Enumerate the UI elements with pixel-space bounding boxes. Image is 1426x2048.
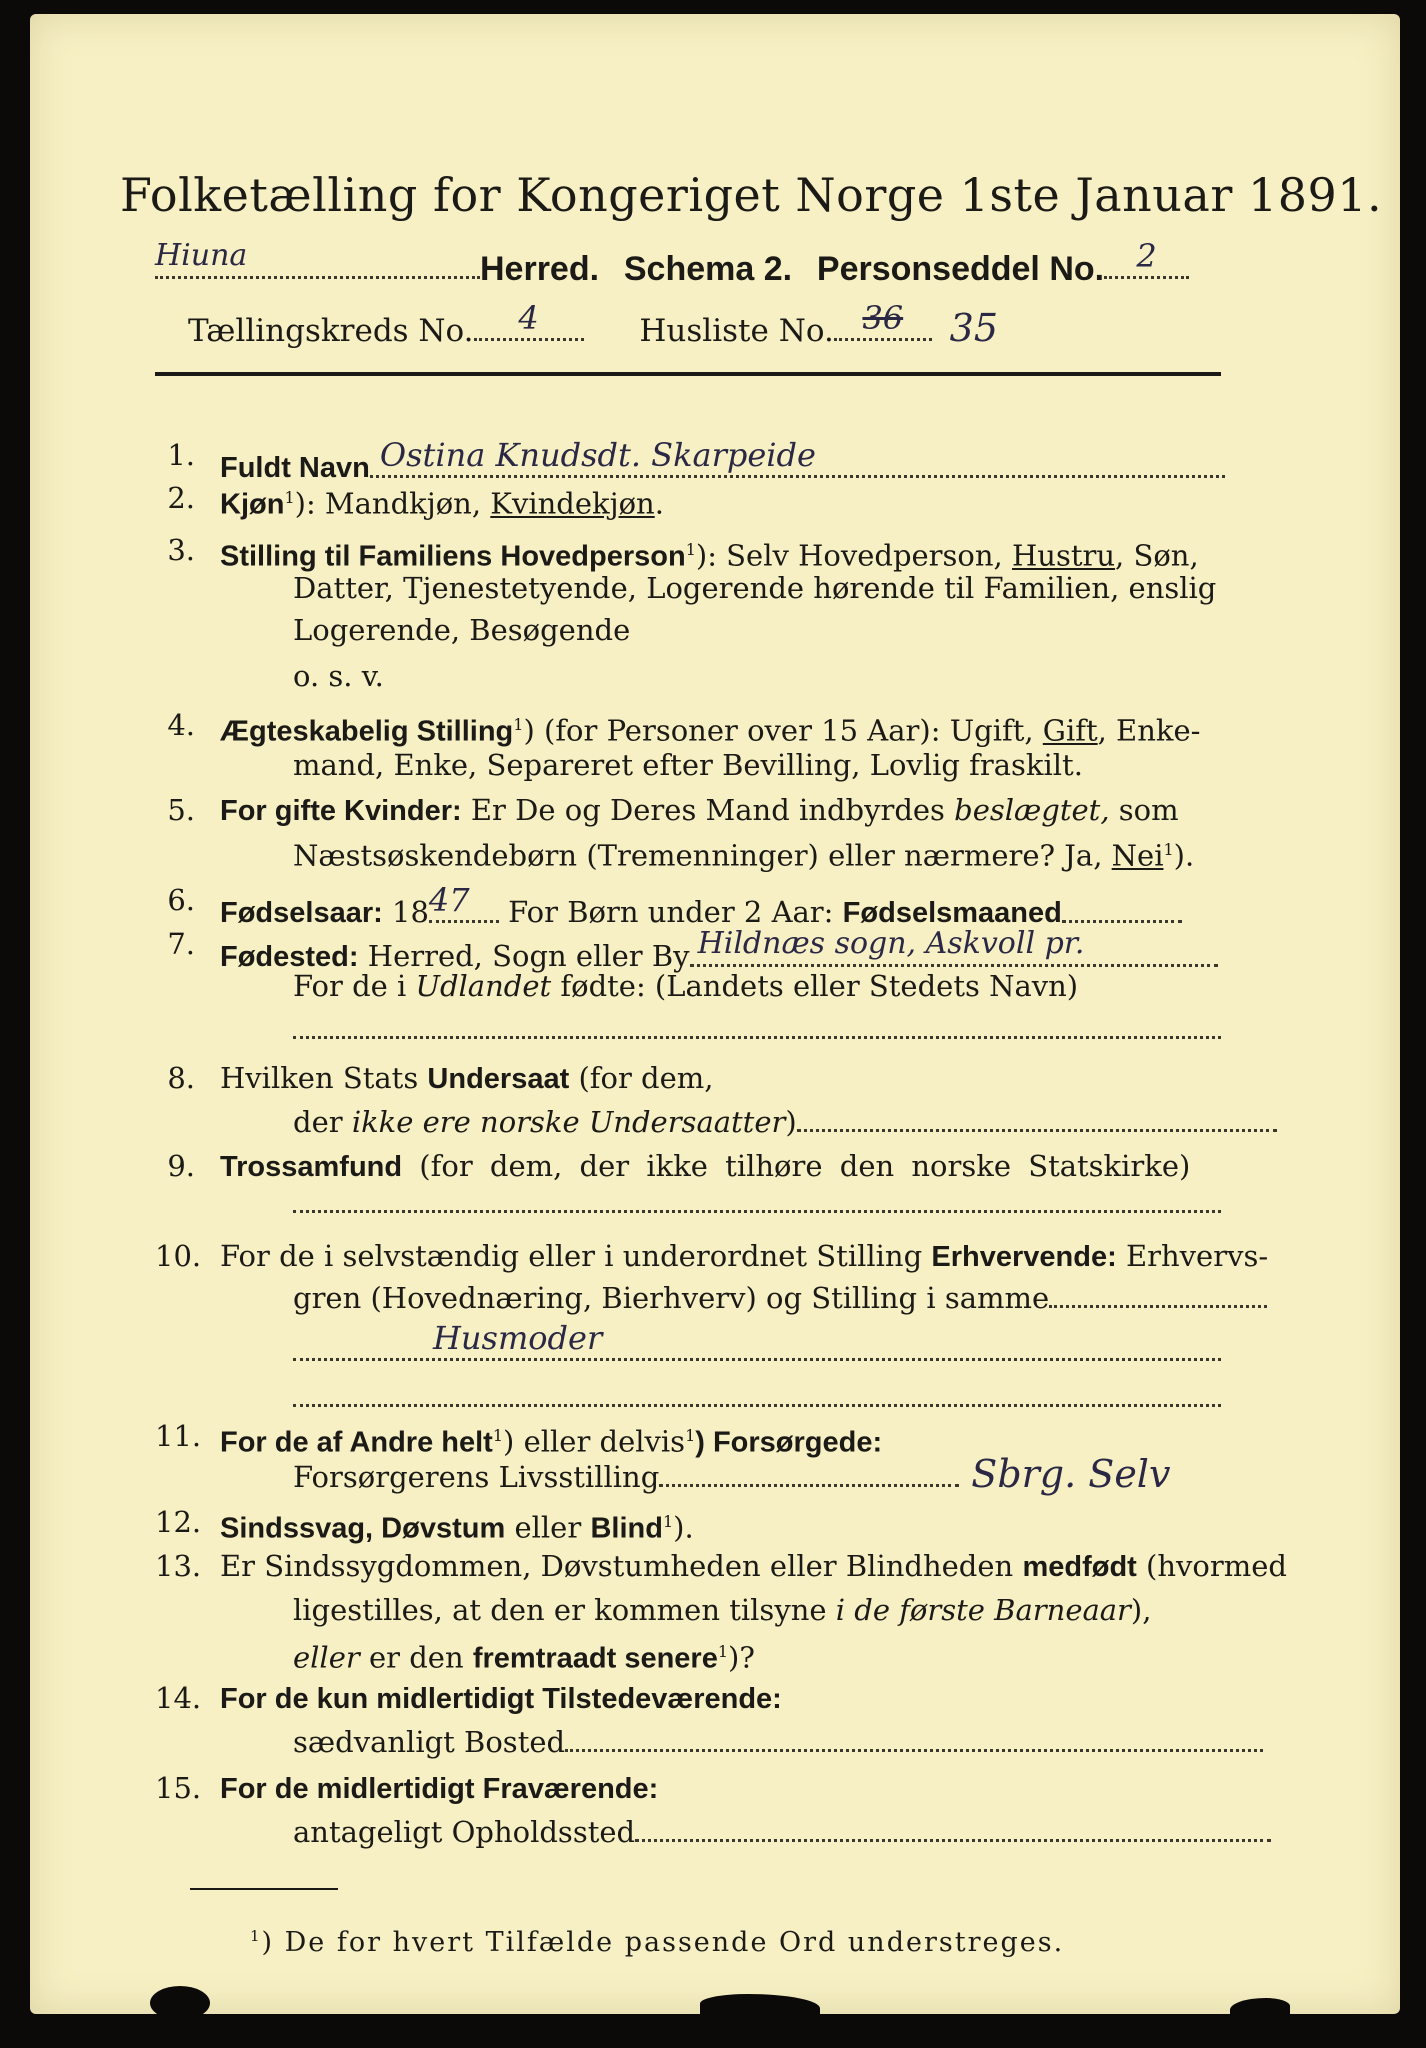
field-2-number: 2. [167, 481, 195, 515]
field-7-number: 7. [167, 927, 195, 961]
field-13-label: medfødt [1022, 1551, 1137, 1583]
field-5-italic: beslægtet, [954, 793, 1110, 827]
field-13-line-3 [293, 1632, 755, 1679]
field-11-dots [659, 1484, 959, 1487]
field-9-label: Trossamfund [220, 1151, 403, 1183]
field-5-number: 5. [167, 793, 195, 827]
form-title: Folketælling for Kongeriget Norge 1ste Januar 1891. [120, 168, 1383, 222]
field-3-line-2: Datter, Tjenestetyende, Logerende hørende til Familien, enslig [293, 571, 1217, 605]
field-7-text-1: Herred, Sogn eller By [358, 939, 690, 973]
field-3-text-1: ): Selv Hovedperson, [695, 538, 1012, 573]
husliste-struck-value: 36 [834, 298, 932, 341]
personseddel-value: 2 [1104, 236, 1189, 279]
field-11-text-2: Forsørgerens Livsstilling [293, 1460, 660, 1494]
kreds-value: 4 [474, 298, 584, 341]
field-12-text: eller [505, 1510, 591, 1545]
field-13-line-2 [293, 1590, 1151, 1630]
field-12-sup: 1 [662, 1512, 674, 1531]
field-12-label: Sindssvag, Døvstum [220, 1512, 506, 1545]
field-1-number: 1. [167, 438, 195, 472]
field-7-blank-line [293, 1036, 1221, 1039]
personseddel-label: Personseddel No. [816, 250, 1105, 288]
husliste-label: Husliste No. [639, 313, 834, 349]
field-12-label-2: Blind [590, 1512, 663, 1545]
field-4-text-1: ) (for Personer over 15 Aar): Ugift, [523, 713, 1043, 748]
header-rule [155, 372, 1221, 376]
birth-year-value: 47 [429, 880, 499, 923]
field-9-blank-line [293, 1210, 1221, 1213]
field-13-italic-2: eller [293, 1640, 360, 1675]
field-7-line-2 [293, 966, 1078, 1006]
field-4-choice: Gift [1042, 713, 1098, 748]
field-8-label: Undersaat [427, 1063, 570, 1095]
husliste-value: 35 [949, 306, 999, 350]
field-15-label: For de midlertidigt Fraværende: [220, 1773, 659, 1805]
field-6-text: For Børn under 2 Aar: [498, 895, 843, 929]
field-13-text-3b: )? [728, 1640, 755, 1675]
field-14-line-2 [293, 1722, 1263, 1762]
kreds-line [188, 298, 998, 351]
field-8-italic: ikke ere norske Undersaatter [351, 1105, 786, 1139]
field-5-text-2: Næstsøskendebørn (Tremenninger) eller nærmere? Ja, [293, 838, 1112, 873]
field-14-text-2: sædvanligt Bosted [293, 1725, 566, 1759]
field-11-label: For de af Andre helt [220, 1426, 493, 1459]
field-5-line-1 [220, 790, 1179, 831]
field-13-text-1b: (hvormed [1136, 1549, 1287, 1583]
full-name-value: Ostina Knudsdt. Skarpeide [370, 435, 1225, 478]
field-11-sup-2: 1 [685, 1426, 696, 1445]
field-2-end: . [654, 486, 664, 521]
field-11-sup-1: 1 [492, 1426, 504, 1445]
field-5-sup: 1 [1163, 840, 1174, 859]
field-5-text-2b: ). [1173, 838, 1195, 873]
field-3-label: Stilling til Familiens Hovedperson [220, 540, 686, 573]
field-14-dots [565, 1749, 1263, 1752]
field-14-line-1 [220, 1678, 782, 1719]
field-15-number: 15. [155, 1771, 202, 1805]
field-1-label: Fuldt Navn [220, 452, 370, 484]
field-11-number: 11. [155, 1419, 202, 1453]
birthplace-value: Hildnæs sogn, Askvoll pr. [690, 924, 1218, 967]
field-8-close: ) [785, 1105, 797, 1139]
field-13-sup: 1 [717, 1642, 729, 1661]
footnote-sup: 1 [250, 1927, 262, 1945]
field-13-number: 13. [155, 1549, 202, 1583]
field-15-dots [635, 1839, 1271, 1842]
field-4-label: Ægteskabelig Stilling [220, 715, 514, 748]
field-10-blank-line [293, 1404, 1221, 1407]
field-2-label: Kjøn [220, 488, 285, 521]
field-15-text-2: antageligt Opholdssted [293, 1815, 636, 1849]
field-10-text-1b: Erhvervs- [1116, 1239, 1269, 1273]
kreds-label: Tællingskreds No. [188, 313, 474, 349]
field-2-text: ): Mandkjøn, [294, 486, 491, 521]
field-13-line-1 [220, 1546, 1287, 1587]
field-6-label: Fødselsaar: [220, 897, 383, 929]
field-15-line-1 [220, 1768, 658, 1809]
paper-damage-blot [1230, 1998, 1290, 2018]
field-7-text-2b: fødte: (Landets eller Stedets Navn) [551, 969, 1079, 1003]
field-11-label-2: ) Forsørgede: [695, 1426, 883, 1459]
field-11-line-2 [293, 1454, 1170, 1497]
field-13-text-2a: ligestilles, at den er kommen tilsyne [293, 1593, 836, 1627]
field-8-number: 8. [167, 1061, 195, 1095]
field-10-line-3 [293, 1318, 1221, 1371]
field-4-text-1b: , Enke- [1097, 713, 1201, 748]
field-9 [220, 1146, 1190, 1187]
field-2-sup: 1 [284, 488, 295, 507]
field-6-prefix: 18 [382, 895, 429, 929]
paper-damage-blot [150, 1986, 210, 2020]
field-7-italic: Udlandet [415, 969, 552, 1003]
field-10-text-2: gren (Hovednæring, Bierhverv) og Stilling i samme [293, 1281, 1050, 1315]
field-4-sup: 1 [513, 715, 524, 734]
field-13-text-3a: er den [359, 1640, 473, 1675]
herred-label: Herred. [480, 250, 600, 288]
field-9-number: 9. [167, 1149, 195, 1183]
field-9-text: (for dem, der ikke tilhøre den norske Statskirke) [402, 1149, 1191, 1183]
field-15-line-2 [293, 1812, 1271, 1852]
field-8-text-1a: Hvilken Stats [220, 1061, 428, 1095]
footnote [250, 1916, 1064, 1963]
field-14-number: 14. [155, 1681, 202, 1715]
field-10-dots [1049, 1305, 1267, 1308]
field-6-label-2: Fødselsmaaned [842, 897, 1062, 929]
field-10-text-1a: For de i selvstændig eller i underordnet Stilling [220, 1239, 932, 1273]
field-14-label: For de kun midlertidigt Tilstedeværende: [220, 1683, 782, 1715]
field-2 [220, 478, 664, 525]
field-13-text-1a: Er Sindssygdommen, Døvstumheden eller Blindheden [220, 1549, 1023, 1583]
field-13-label-2: fremtraadt senere [472, 1642, 718, 1675]
field-8-dots [797, 1129, 1277, 1132]
field-5-label: For gifte Kvinder: [220, 795, 462, 827]
provider-value: Sbrg. Selv [971, 1452, 1171, 1496]
field-5-text-1b: som [1109, 793, 1179, 827]
footnote-text: ) De for hvert Tilfælde passende Ord understreges. [261, 1927, 1065, 1958]
field-2-choice: Kvindekjøn [490, 486, 655, 521]
field-7-text-2a: For de i [293, 969, 416, 1003]
field-8-line-1 [220, 1058, 714, 1099]
herred-line [155, 236, 1189, 289]
field-3-sup: 1 [685, 540, 696, 559]
birth-month-dots [1062, 920, 1182, 923]
field-13-italic: i de første Barneaar [835, 1593, 1131, 1627]
field-5-line-2 [293, 830, 1194, 876]
field-3-line-3: Logerende, Besøgende [293, 613, 631, 647]
occupation-value: Husmoder [293, 1318, 1221, 1361]
herred-value: Hiuna [155, 236, 480, 279]
field-3-text-1b: , Søn, [1115, 538, 1199, 573]
field-11-text: ) eller delvis [503, 1424, 686, 1459]
field-4-number: 4. [167, 708, 195, 742]
field-8-text-1b: (for dem, [569, 1061, 714, 1095]
field-12-end: ). [673, 1510, 694, 1545]
field-8-text-2a: der [293, 1105, 352, 1139]
field-13-text-2b: ), [1130, 1593, 1152, 1627]
field-10-line-1 [220, 1236, 1268, 1277]
field-12-number: 12. [155, 1505, 202, 1539]
field-5-text-1: Er De og Deres Mand indbyrdes [461, 793, 955, 827]
field-8-line-2 [293, 1102, 1277, 1142]
field-10-line-2 [293, 1278, 1267, 1318]
field-7-label: Fødested: [220, 941, 359, 973]
schema-label: Schema 2. [623, 250, 793, 288]
field-3-line-4: o. s. v. [293, 659, 384, 693]
footnote-rule [190, 1888, 338, 1890]
field-12 [220, 1502, 694, 1549]
field-3-choice: Hustru [1012, 538, 1116, 573]
field-4-line-2: mand, Enke, Separeret efter Bevilling, Lovlig fraskilt. [293, 748, 1083, 782]
field-5-choice: Nei [1111, 838, 1164, 873]
field-6-number: 6. [167, 883, 195, 917]
field-3-number: 3. [167, 533, 195, 567]
field-10-label: Erhvervende: [931, 1241, 1117, 1273]
field-10-number: 10. [155, 1239, 202, 1273]
